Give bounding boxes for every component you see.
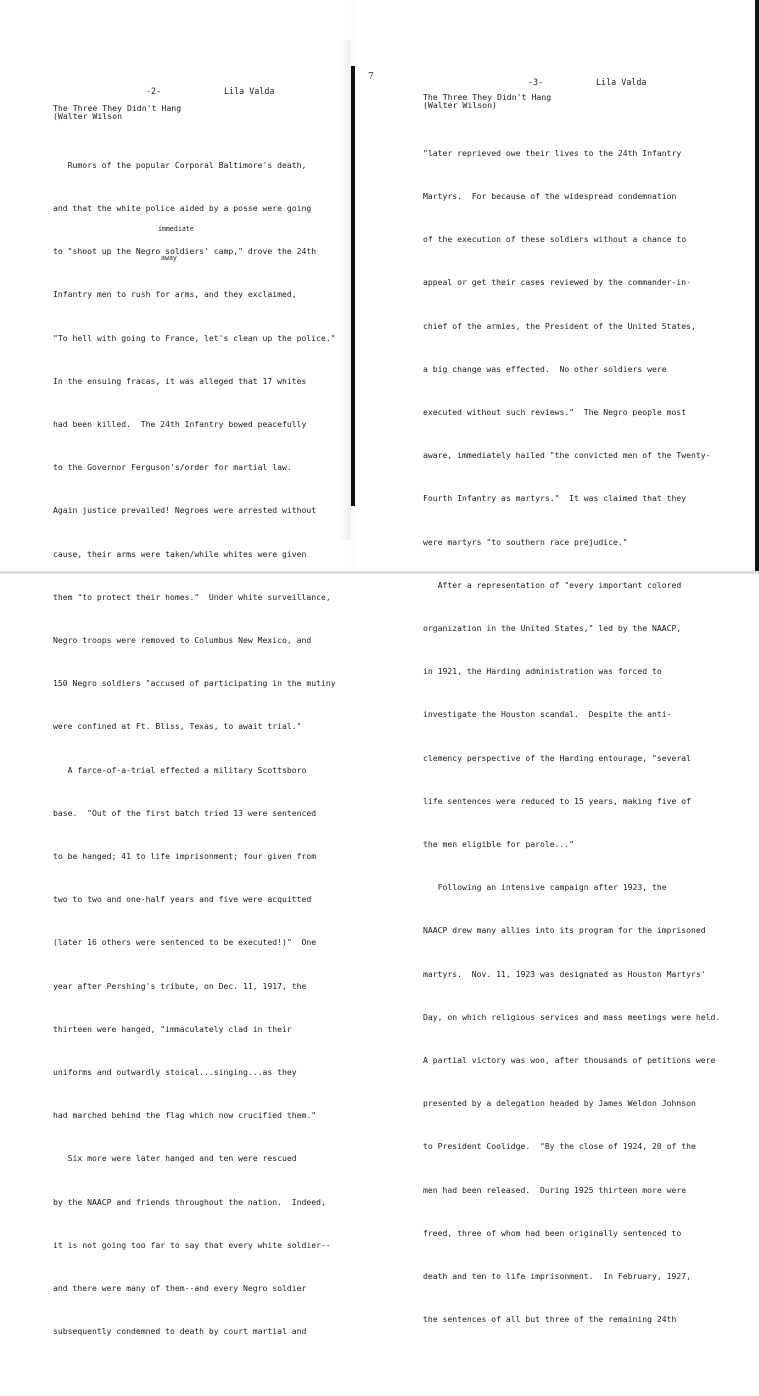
text-line: aware, immediately hailed "the convicted men of the Twenty- — [423, 450, 711, 461]
text-line: uniforms and outwardly stoical...singing...as they — [53, 1067, 297, 1078]
body-text — [423, 117, 720, 1356]
text-line: Negro troops were removed to Columbus New Mexico, and — [53, 635, 312, 646]
text-line: executed without such reviews." The Negro people most — [423, 407, 687, 418]
text-line: clemency perspective of the Harding entourage, "several — [423, 752, 692, 763]
text-line: were martyrs "to southern race prejudice." — [423, 536, 628, 547]
text-line: to President Coolidge. "By the close of 1924, 20 of the — [423, 1141, 696, 1152]
text-line: the sentences of all but three of the remaining 24th — [423, 1314, 677, 1325]
text-line: Fourth Infantry as martyrs." It was claimed that they — [423, 493, 687, 504]
page-author: Lila Valda — [596, 77, 647, 87]
document-byline: (Walter Wilson — [53, 111, 123, 121]
text-line: Following an intensive campaign after 1923, the — [423, 882, 667, 893]
text-line: two to two and one-half years and five were acquitted — [53, 894, 312, 905]
body-text — [53, 129, 336, 1396]
text-line: Six more were later hanged and ten were rescued — [53, 1153, 297, 1164]
text-line: men had been released. During 1925 thirteen more were — [423, 1184, 687, 1195]
text-line: A farce-of-a-trial effected a military Scottsboro — [53, 764, 307, 775]
page-number: -3- — [528, 77, 544, 87]
text-line: martyrs. Nov. 11, 1923 was designated as Houston Martyrs' — [423, 968, 706, 979]
text-line: subsequently condemned to death by court martial and — [53, 1326, 307, 1337]
document-byline: (Walter Wilson) — [423, 100, 497, 110]
page-author: Lila Valda — [224, 86, 275, 96]
text-line: appeal or get their cases reviewed by the commander-in- — [423, 277, 692, 288]
text-line: to the Governor Ferguson's/order for martial law. — [53, 462, 292, 473]
spine-shadow — [338, 40, 351, 540]
text-line: In the ensuing fracas, it was alleged that 17 whites — [53, 375, 307, 386]
text-line: of the execution of these soldiers without a chance to — [423, 234, 687, 245]
text-line: them "to protect their homes." Under white surveillance, — [53, 591, 331, 602]
right-page — [356, 0, 756, 1325]
text-line: to "shoot up the Negro soldiers' camp," drove the 24th — [53, 246, 317, 257]
text-line: 150 Negro soldiers "accused of participating in the mutiny — [53, 678, 336, 689]
text-line: freed, three of whom had been originally sentenced to — [423, 1227, 682, 1238]
scan-edge-bottom — [0, 571, 759, 574]
text-line: were confined at Ft. Bliss, Texas, to await trial." — [53, 721, 302, 732]
text-line: the men eligible for parole..." — [423, 839, 575, 850]
text-line: "To hell with going to France, let's clean up the police." — [53, 332, 336, 343]
typed-insertion: immediate — [158, 225, 194, 233]
text-line: Day, on which religious services and mass meetings were held. — [423, 1011, 721, 1022]
text-line: presented by a delegation headed by James Weldon Johnson — [423, 1098, 696, 1109]
text-line: year after Pershing's tribute, on Dec. 11, 1917, the — [53, 980, 307, 991]
typed-insertion: away — [161, 254, 177, 262]
text-line: and that the white police aided by a posse were going — [53, 203, 312, 214]
text-line: (later 16 others were sentenced to be executed!)" One — [53, 937, 317, 948]
text-line: death and ten to life imprisonment. In February, 1927, — [423, 1271, 692, 1282]
text-line: had been killed. The 24th Infantry bowed peacefully — [53, 419, 307, 430]
text-line: life sentences were reduced to 15 years, making five of — [423, 795, 692, 806]
text-line: After a representation of "every important colored — [423, 579, 682, 590]
text-line: had marched behind the flag which now crucified them." — [53, 1110, 317, 1121]
document-title: The Three They Didn't Hang — [423, 92, 552, 102]
scan-edge-right — [755, 0, 759, 574]
text-line: organization in the United States," led by the NAACP, — [423, 623, 682, 634]
book-spine — [351, 66, 355, 506]
text-line: A partial victory was won, after thousands of petitions were — [423, 1055, 716, 1066]
text-line: Again justice prevailed! Negroes were arrested without — [53, 505, 317, 516]
text-line: thirteen were hanged, "immaculately clad in their — [53, 1023, 292, 1034]
left-page — [0, 0, 351, 1337]
document-title: The Three They Didn't Hang — [53, 103, 182, 113]
page-number: -2- — [146, 86, 162, 96]
margin-pencil-mark: 7 — [368, 72, 374, 82]
text-line: Infantry men to rush for arms, and they exclaimed, — [53, 289, 297, 300]
text-line: a big change was effected. No other soldiers were — [423, 363, 667, 374]
text-line: Martyrs. For because of the widespread condemnation — [423, 191, 677, 202]
text-line: to be hanged; 41 to life imprisonment; four given from — [53, 851, 317, 862]
text-line: cause, their arms were taken/while whites were given — [53, 548, 307, 559]
text-line: NAACP drew many allies into its program for the imprisoned — [423, 925, 706, 936]
text-line: Rumors of the popular Corporal Baltimore's death, — [53, 159, 307, 170]
text-line: in 1921, the Harding administration was forced to — [423, 666, 662, 677]
text-line: "later reprieved owe their lives to the 24th Infantry — [423, 147, 682, 158]
text-line: and there were many of them--and every Negro soldier — [53, 1283, 307, 1294]
text-line: investigate the Houston scandal. Despite the anti- — [423, 709, 672, 720]
text-line: by the NAACP and friends throughout the nation. Indeed, — [53, 1196, 326, 1207]
text-line: it is not going too far to say that every white soldier-- — [53, 1239, 331, 1250]
text-line: chief of the armies, the President of the United States, — [423, 320, 696, 331]
text-line: base. "Out of the first batch tried 13 were sentenced — [53, 807, 317, 818]
